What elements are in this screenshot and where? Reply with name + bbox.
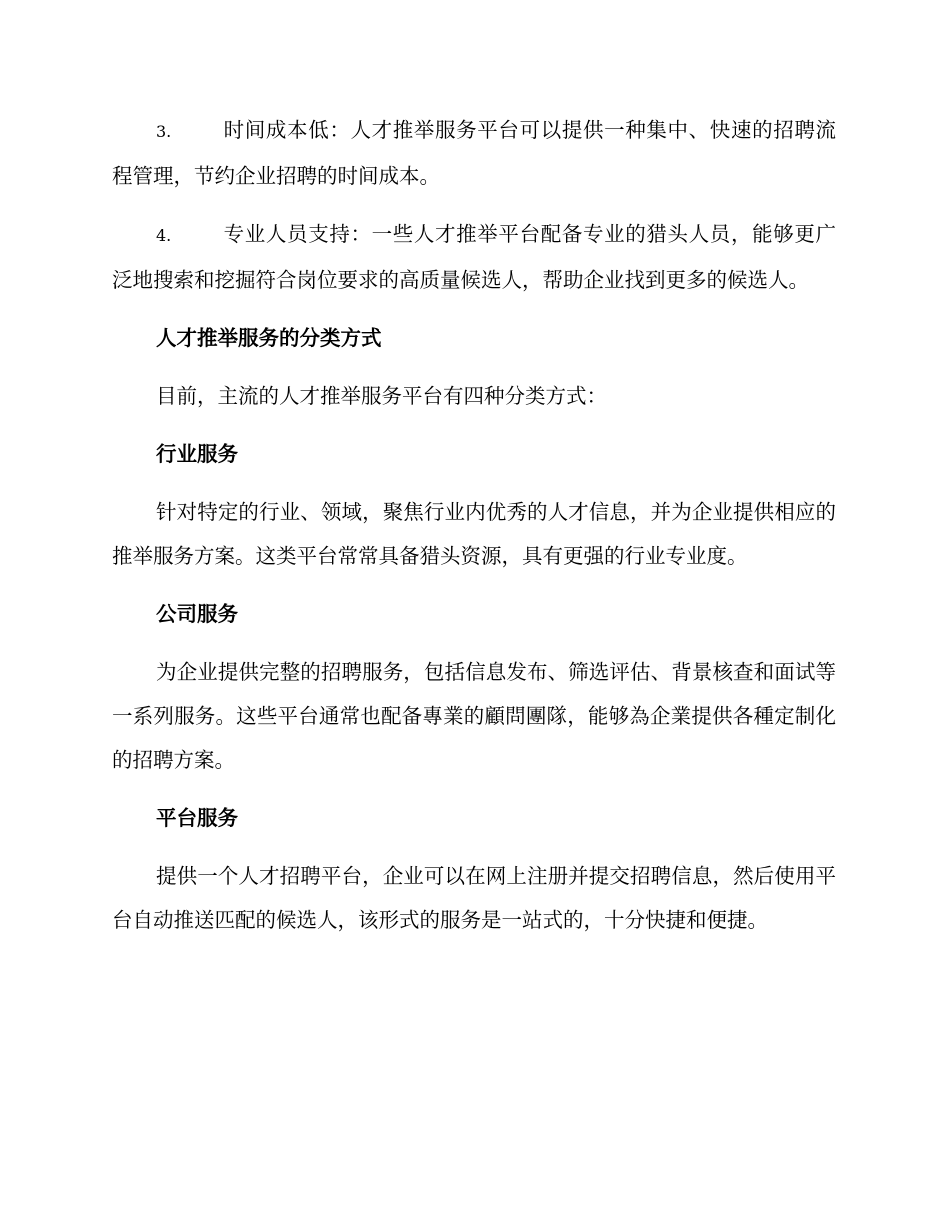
list-item-4 xyxy=(112,212,836,302)
category-heading-industry: 行业服务 xyxy=(156,442,238,466)
category-heading-company: 公司服务 xyxy=(156,602,238,626)
section-heading: 人才推举服务的分类方式 xyxy=(156,326,382,350)
category-heading-platform: 平台服务 xyxy=(156,806,238,830)
list-item-3 xyxy=(112,108,836,198)
intro-paragraph: 目前，主流的人才推举服务平台有四种分类方式： xyxy=(156,384,607,408)
document-body xyxy=(112,108,836,956)
category-text-company: 为企业提供完整的招聘服务，包括信息发布、筛选评估、背景核查和面试等一系列服务。这些平台通常也配备專業的顧問團隊，能够為企業提供各種定制化的招聘方案。 xyxy=(112,660,836,772)
list-item-text: 时间成本低：人才推举服务平台可以提供一种集中、快速的招聘流程管理，节约企业招聘的时间成本。 xyxy=(112,118,836,188)
list-item-text: 专业人员支持：一些人才推举平台配备专业的猎头人员，能够更广泛地搜索和挖掘符合岗位要求的高质量候选人，帮助企业找到更多的候选人。 xyxy=(112,222,836,292)
list-number: 4. xyxy=(156,226,172,245)
list-number: 3. xyxy=(156,122,172,141)
category-text-platform: 提供一个人才招聘平台，企业可以在网上注册并提交招聘信息，然后使用平台自动推送匹配的候选人，该形式的服务是一站式的，十分快捷和便捷。 xyxy=(112,864,836,932)
category-text-industry: 针对特定的行业、领域，聚焦行业内优秀的人才信息，并为企业提供相应的推举服务方案。这类平台常常具备猎头资源，具有更强的行业专业度。 xyxy=(112,500,836,568)
